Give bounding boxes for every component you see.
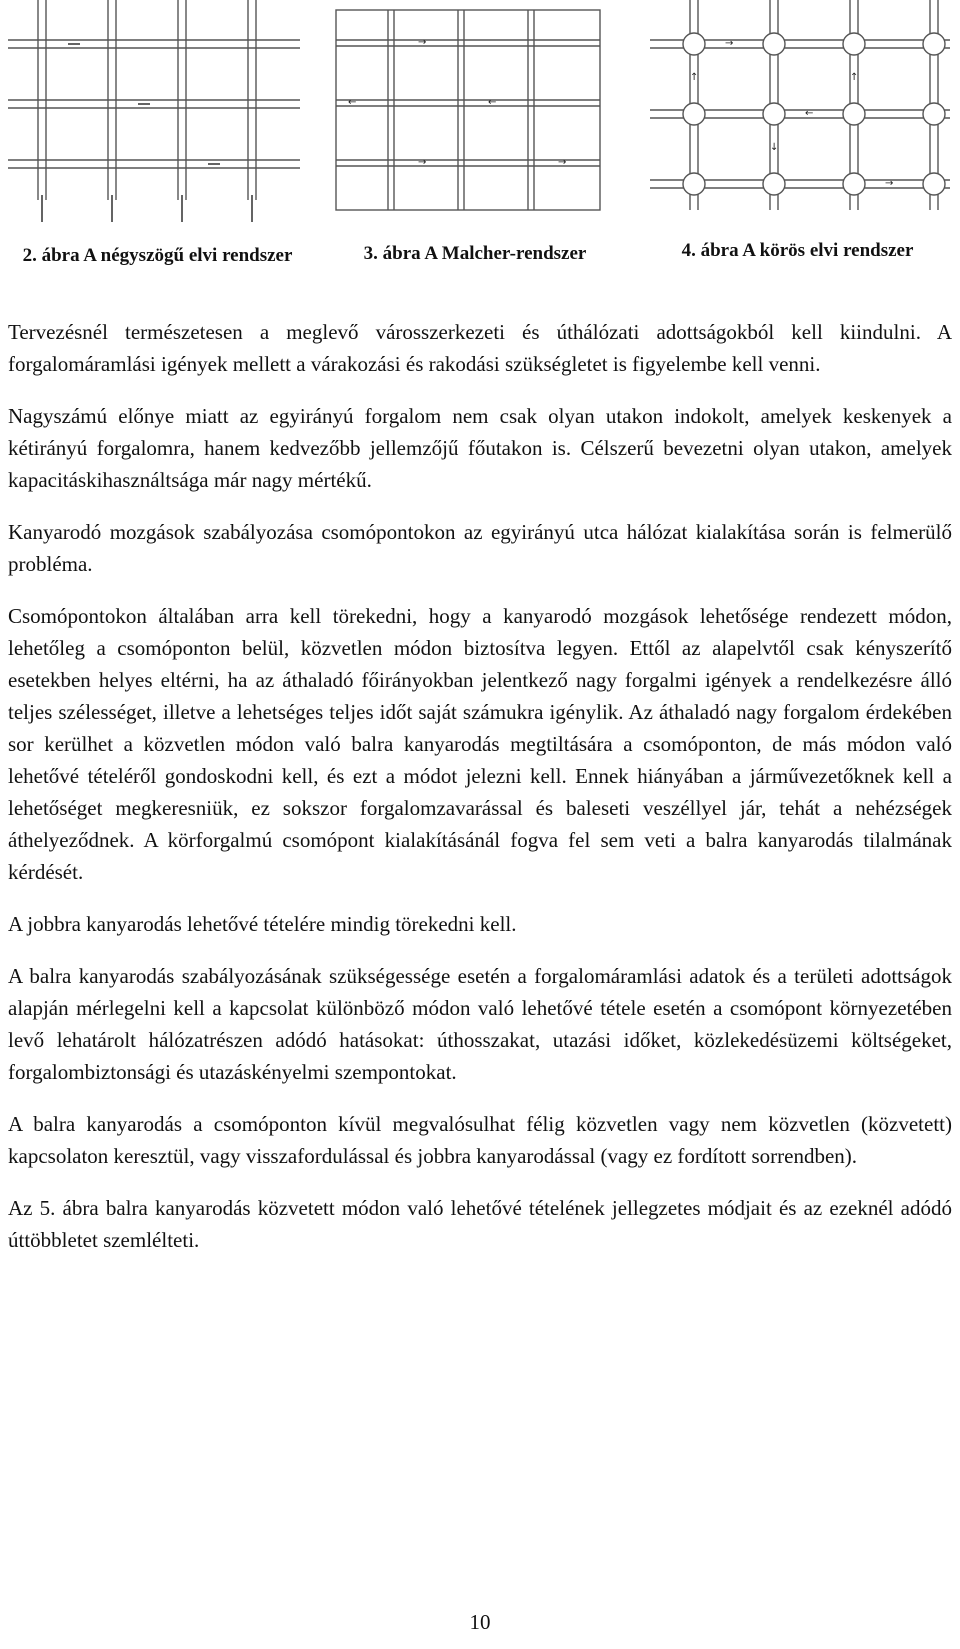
svg-text:→: → xyxy=(418,37,427,48)
figure-4-caption: 4. ábra A körös elvi rendszer xyxy=(681,240,914,261)
roundabout-grid-diagram-icon xyxy=(650,0,950,220)
figure-2-caption: 2. ábra A négyszögű elvi rendszer xyxy=(22,245,293,266)
svg-text:→: → xyxy=(725,38,734,49)
figure-3-caption: 3. ábra A Malcher-rendszer xyxy=(363,243,587,264)
svg-text:←: ← xyxy=(805,108,814,119)
figure-square-grid xyxy=(8,0,300,228)
paragraph: Nagyszámú előnye miatt az egyirányú forgalom nem csak olyan utakon indokolt, amelyek keskenyek a kétirányú forgalomra, hanem kedvezőbb jellemzőjű főutakon is. Célszerű bevezetni olyan utakon, amelyek kapacitáskihasználtsága már nagy mértékű. xyxy=(8,404,952,492)
square-grid-diagram-icon xyxy=(8,0,300,228)
paragraph: Csomópontokon általában arra kell törekedni, hogy a kanyarodó mozgások lehetősége rendezett módon, lehetőleg a csomóponton belül, közvetlen módon biztosítva legyen. Ettől az alapelvtől csak kényszerítő esetekben helyes eltérni, ha az áthaladó főirányokban jelentkező nagy forgalmi igények a rendelkezésre álló teljes szélességet, illetve a lehetséges teljes időt saját számukra igénylik. Az áthaladó nagy forgalom érdekében sor kerülhet a közvetlen módon való balra kanyarodás megtiltására a csomóponton, de más módon való lehetővé tételéről gondoskodni kell, és ezt a módot jelezni kell. Ennek hiányában a járművezetőknek kell a lehetőséget megkeresniük, ez sokszor forgalomzavarással és baleseti veszéllyel jár, tehát a nehézségek áthelyeződnek. A körforgalmú csomópont kialakításánál fogva fel sem veti a balra kanyarodás tilalmának kérdését. xyxy=(8,604,952,884)
svg-text:↓: ↓ xyxy=(770,142,779,153)
paragraph: Az 5. ábra balra kanyarodás közvetett módon való lehetővé tételének jellegzetes módjait és az ezeknél adódó úttöbbletet szemlélteti. xyxy=(8,1196,952,1252)
figure-roundabout-grid xyxy=(650,0,950,220)
svg-text:↑: ↑ xyxy=(850,72,859,83)
page-number: 10 xyxy=(469,1610,491,1634)
paragraph: Tervezésnél természetesen a meglevő városszerkezeti és úthálózati adottságokból kell kiindulni. A forgalomáramlási igények mellett a várakozási és rakodási szükségletet is figyelembe kell venni. xyxy=(8,320,952,376)
svg-text:←: ← xyxy=(488,97,497,108)
paragraph: A balra kanyarodás szabályozásának szükségessége esetén a forgalomáramlási adatok és a területi adottságok alapján mérlegelni kell a kapcsolat különböző módon való lehetővé tétele esetén a csomópont környezetében levő lehatárolt hálózatrészen adódó hatásokat: úthosszakat, utazási időket, közlekedésüzemi költségeket, forgalombiztonsági és utazáskényelmi szempontokat. xyxy=(8,964,952,1084)
figure-malcher-grid xyxy=(328,0,608,222)
svg-text:→: → xyxy=(418,157,427,168)
svg-text:→: → xyxy=(558,157,567,168)
paragraph: A jobbra kanyarodás lehetővé tételére mindig törekedni kell. xyxy=(8,912,517,936)
svg-text:↑: ↑ xyxy=(690,72,699,83)
paragraph: A balra kanyarodás a csomóponton kívül megvalósulhat félig közvetlen vagy nem közvetlen (közvetett) kapcsolaton keresztül, vagy visszafordulással és jobbra kanyarodással (vagy ez fordított sorrendben). xyxy=(8,1112,952,1168)
body-text xyxy=(8,316,952,1276)
malcher-grid-diagram-icon xyxy=(328,0,608,222)
svg-text:←: ← xyxy=(348,97,357,108)
paragraph: Kanyarodó mozgások szabályozása csomópontokon az egyirányú utca hálózat kialakítása során is felmerülő probléma. xyxy=(8,520,952,576)
svg-text:→: → xyxy=(885,178,894,189)
